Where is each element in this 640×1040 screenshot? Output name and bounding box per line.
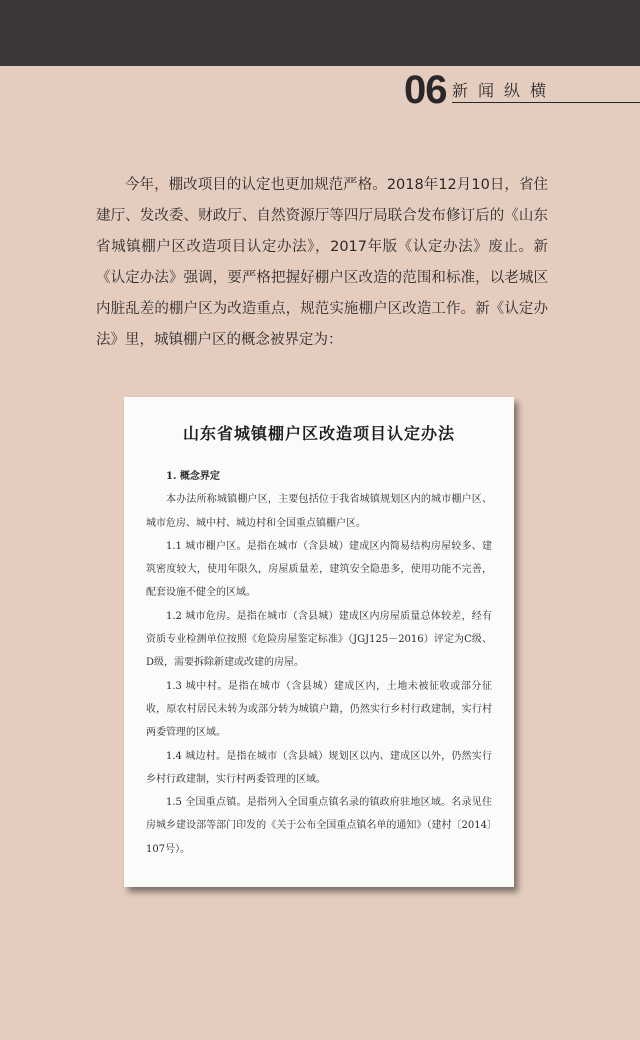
document-paragraph-1-3: 1.3 城中村。是指在城市（含县城）建成区内，土地未被征收或部分征收，原农村居民未转为或部分转为城镇户籍，仍然实行乡村行政建制，实行村两委管理的区域。 (146, 680, 492, 739)
top-dark-bar (0, 0, 640, 66)
section-title: 新闻纵横 (452, 81, 557, 100)
document-paragraph-1-1: 1.1 城市棚户区。是指在城市（含县城）建成区内简易结构房屋较多、建筑密度较大，使用年限久，房屋质量差，建筑安全隐患多，使用功能不完善，配套设施不健全的区域。 (146, 540, 492, 599)
document-paragraph-1-5: 1.5 全国重点镇。是指列入全国重点镇名录的镇政府驻地区域。名录见住房城乡建设部等部门印发的《关于公布全国重点镇名单的通知》（建村〔2014〕107号）。 (146, 797, 492, 855)
document-paragraph-1-4: 1.4 城边村。是指在城市（含县城）规划区以内、建成区以外，仍然实行乡村行政建制，实行村两委管理的区域。 (146, 750, 492, 785)
document-body (146, 465, 492, 861)
document-paragraph-1-2: 1.2 城市危房。是指在城市（含县城）建成区内房屋质量总体较差，经有资质专业检测单位按照《危险房屋鉴定标准》（JGJ125－2016）评定为C级、D级，需要拆除新建或改建的房屋。 (146, 610, 492, 669)
document-scan-image (124, 397, 514, 887)
document-title: 山东省城镇棚户区改造项目认定办法 (182, 424, 455, 443)
document-section-heading: 1. 概念界定 (166, 471, 220, 482)
document-paragraph-intro: 本办法所称城镇棚户区，主要包括位于我省城镇规划区内的城市棚户区、城市危房、城中村、城边村和全国重点镇棚户区。 (146, 494, 492, 529)
section-number: 06 (404, 68, 447, 112)
header-divider (452, 102, 640, 103)
article-paragraph: 今年，棚改项目的认定也更加规范严格。2018年12月10日，省住建厅、发改委、财政厅、自然资源厅等四厅局联合发布修订后的《山东省城镇棚户区改造项目认定办法》，2017年版《认定办法》废止。新《认定办法》强调，要严格把握好棚户区改造的范围和标准，以老城区内脏乱差的棚户区为改造重点，规范实施棚户区改造工作。新《认定办法》里，城镇棚户区的概念被界定为： (96, 177, 548, 348)
